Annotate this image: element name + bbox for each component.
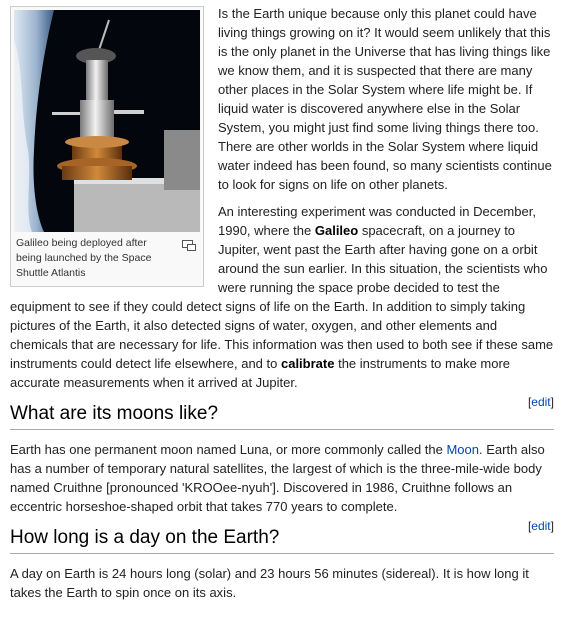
- edit-bracket-close: ]: [550, 519, 554, 533]
- moon-link[interactable]: Moon: [446, 442, 479, 457]
- moons-text-a: Earth has one permanent moon named Luna, or more commonly called the: [10, 442, 447, 457]
- galileo-deployment-photo[interactable]: [14, 10, 200, 232]
- day-heading: How long is a day on the Earth?: [10, 527, 280, 548]
- galileo-term: Galileo: [314, 223, 359, 238]
- figure-caption: [14, 232, 200, 283]
- edit-section-link: [528, 518, 554, 534]
- figure-thumbnail: [10, 6, 204, 287]
- edit-moons-link[interactable]: edit: [531, 395, 551, 409]
- intro-paragraph-2-text-c: the instruments to make more accurate measurements when it arrived at Jupiter.: [10, 356, 511, 390]
- moons-heading: What are its moons like?: [10, 403, 219, 424]
- edit-day-link[interactable]: edit: [531, 519, 551, 533]
- galileo-photo-illustration: [14, 10, 200, 232]
- intro-paragraph-2-text-b: spacecraft, on a journey to Jupiter, went past the Earth after having gone on a orbit around the sun earlier. In this situation, the scientists who were running the space probe decided to test the equipment to see if they could detect signs of life on the Earth. In addition to simply taking pictures of the Earth, it also detected signs of water, oxygen, and other elements and chemicals that are necessary for life. This information was then used to both see if these same instruments could detect life elsewhere, and to: [10, 223, 554, 371]
- figure-caption-text: Galileo being deployed after being launched by the Space Shuttle Atlantis: [16, 237, 152, 279]
- moons-paragraph: [10, 440, 554, 516]
- magnify-icon[interactable]: [182, 240, 196, 251]
- intro-paragraph-1: Is the Earth unique because only this planet could have living things growing on it? It would seem unlikely that this is the only planet in the Universe that has living things like we know them, and it is suspected that there are many other places in the Solar System where life might be. If liquid water is discovered anywhere else in the Solar System, you might just find some living things there too. There are other worlds in the Solar System where liquid water indeed has been found, so many scientists continue to look for signs on life on other planets.: [218, 6, 552, 192]
- section-heading-day: [10, 519, 554, 554]
- edit-section-link: [528, 394, 554, 410]
- edit-bracket-open: [: [527, 519, 532, 533]
- intro-paragraph-2-text-a: An interesting experiment was conducted in December, 1990, where the: [218, 204, 536, 238]
- day-paragraph: A day on Earth is 24 hours long (solar) and 23 hours 56 minutes (sidereal). It is how long it takes the Earth to spin once on its axis.: [10, 566, 529, 600]
- edit-bracket-close: ]: [550, 395, 554, 409]
- article-content: [10, 4, 554, 610]
- moons-text-b: . Earth also has a number of temporary natural satellites, the largest of which is the three-mile-wide body named Cruithne [pronounced 'KROOee-nyuh']. Discovered in 1986, Cruithne follows an eccentric horseshoe-shaped orbit that takes 770 years to complete.: [10, 442, 545, 514]
- edit-bracket-open: [: [527, 395, 532, 409]
- section-heading-moons: [10, 395, 554, 430]
- calibrate-term: calibrate: [280, 356, 335, 371]
